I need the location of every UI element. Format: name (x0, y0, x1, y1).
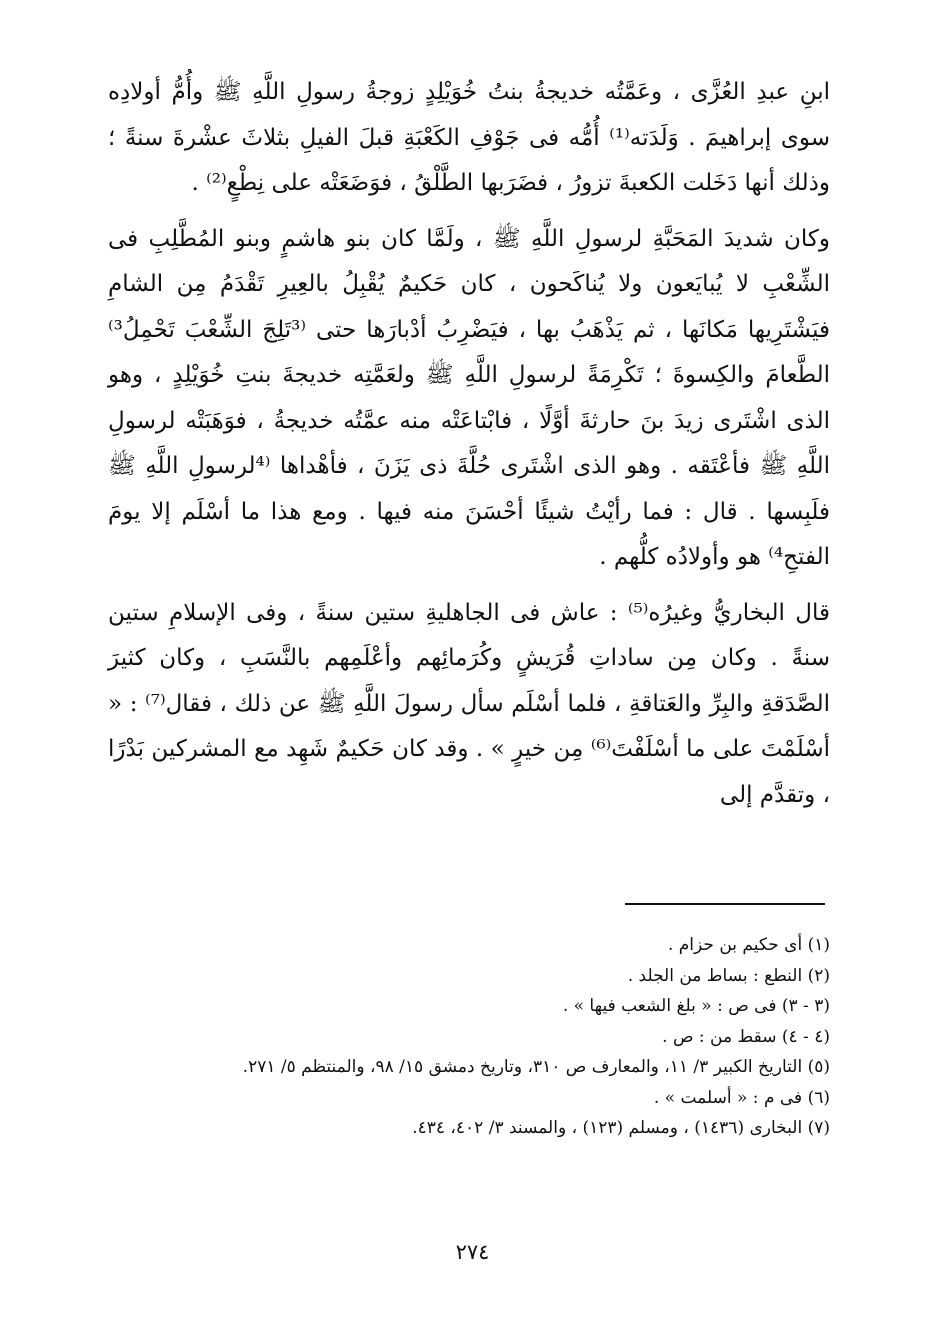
footnote-separator-line (625, 903, 825, 905)
footnotes-list (108, 930, 830, 1144)
footnote-3: (٣ - ٣) فى ص : « بلغ الشعب فيها » . (562, 996, 830, 1016)
page-number: ٢٧٤ (455, 1240, 490, 1264)
footnote-5: (٥) التاريخ الكبير ٣/ ١١، والمعارف ص ٣١٠، وتاريخ دمشق ١٥/ ٩٨، والمنتظم ٥/ ٢٧١. (242, 1057, 830, 1077)
main-text (108, 70, 830, 818)
paragraph-3: قال البخاريُّ وغيرُه⁽⁵⁾ : عاش فى الجاهليةِ ستين سنةً ، وفى الإسلامِ ستين سنةً . وكان مِن ساداتِ قُرَيشٍ وكُرَمائِهم وأعْلَمِهم بالنَّسَبِ ، وكان كثيرَ الصَّدَقةِ والبِرِّ والعَتاقةِ ، فلما أسْلَم سأل رسولَ اللَّهِ ﷺ عن ذلك ، فقال⁽⁷⁾ : « أسْلَمْتَ على ما أسْلَفْتَ⁽⁶⁾ مِن خيرٍ » . وقد كان حَكيمٌ شَهِد مع المشركين بَدْرًا ، وتقدَّم إلى (108, 599, 830, 808)
footnote-2: (٢) النطع : بساط من الجلد . (627, 965, 830, 986)
footnote-4: (٤ - ٤) سقط من : ص . (662, 1026, 830, 1047)
footnote-6: (٦) فى م : « أسلمت » . (653, 1087, 830, 1108)
footnote-7: (٧) البخارى (١٤٣٦) ، ومسلم (١٢٣) ، والمسند ٣/ ٤٠٢، ٤٣٤. (412, 1118, 830, 1138)
paragraph-2: وكان شديدَ المَحَبَّةِ لرسولِ اللَّهِ ﷺ ، ولَمَّا كان بنو هاشمٍ وبنو المُطَّلِبِ فى الشِّعْبِ لا يُبايَعون ولا يُناكَحون ، كان حَكيمٌ يُقْبِلُ بالعِيرِ تَقْدَمُ مِن الشامِ فيَشْتَرِيها مَكانَها ، ثم يَذْهَبُ بها ، فيَضْرِبُ أدْبارَها حتى ⁽³تَلِجَ الشِّعْبَ تَحْمِلُ³⁾ الطَّعامَ والكِسوةَ ؛ تَكْرِمَةً لرسولِ اللَّهِ ﷺ ولعَمَّتِه خديجةَ بنتِ خُوَيْلِدٍ ، وهو الذى اشْتَرى زيدَ بنَ حارثةَ أوَّلًا ، فابْتاعَتْه منه عمَّتُه خديجةُ ، فوَهَبَتْه لرسولِ اللَّهِ ﷺ فأعْتَقه . وهو الذى اشْتَرى حُلَّةَ ذى يَزَنَ ، فأهْداها ⁽⁴لرسولِ اللَّهِ ﷺ فلَبِسها . قال : فما رأيْتُ شيئًا أحْسَنَ منه فيها . ومع هذا ما أسْلَم إلا يومَ الفتحِ⁴⁾ هو وأولادُه كلُّهم . (108, 225, 831, 570)
footnote-1: (١) أى حكيم بن حزام . (667, 935, 830, 955)
paragraph-1: ابنِ عبدِ العُزَّى ، وعَمَّتُه خديجةُ بنتُ خُوَيْلِدٍ زوجةُ رسولِ اللَّهِ ﷺ وأُمُّ أولادِه سوى إبراهيمَ . وَلَدَته⁽¹⁾ أُمُّه فى جَوْفِ الكَعْبَةِ قبلَ الفيلِ بثلاثَ عشْرةَ سنةً ؛ وذلك أنها دَخَلت الكعبةَ تزورُ ، فضَرَبها الطَّلْقُ ، فوَضَعَتْه على نِطْعٍ⁽²⁾ . (108, 79, 830, 196)
